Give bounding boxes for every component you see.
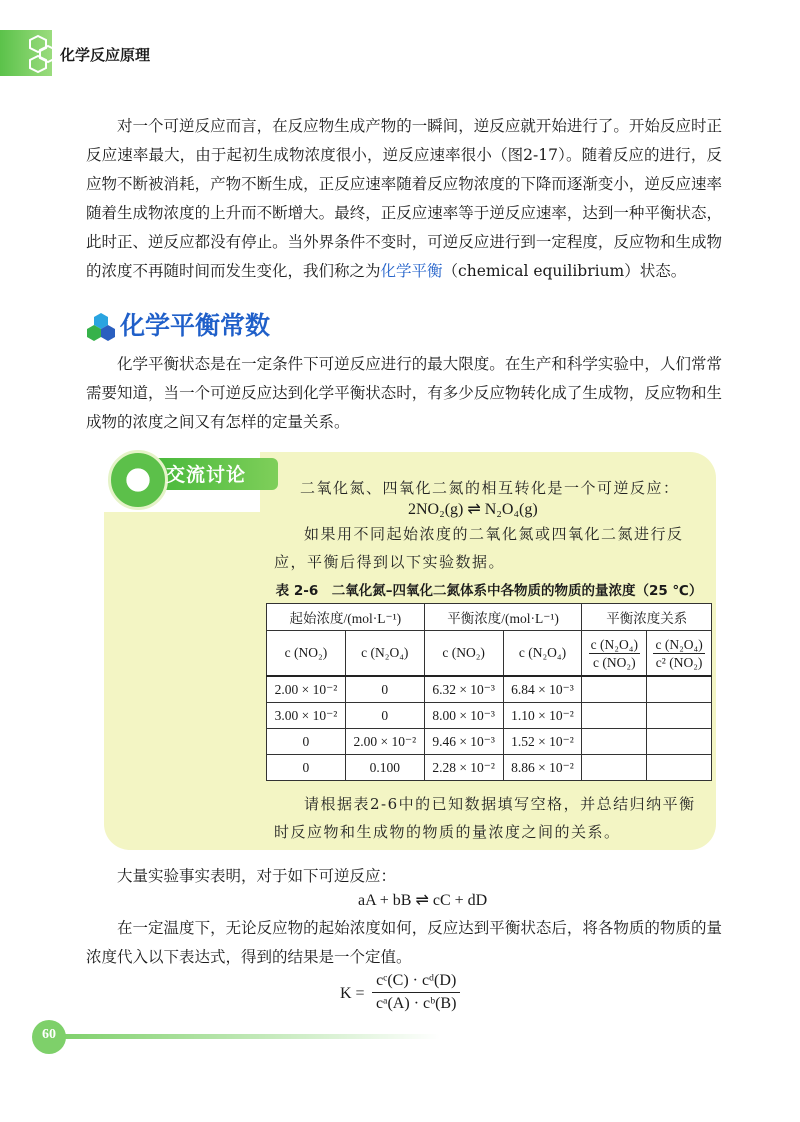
table-cell: 2.00 × 10⁻²	[345, 729, 424, 755]
table-group-header: 平衡浓度/(mol·L⁻¹)	[424, 604, 582, 631]
discussion-task: 请根据表2-6中的已知数据填写空格，并总结归纳平衡时反应物和生成物的物质的量浓度之间的关系。	[274, 795, 696, 841]
paragraph-text-end: （chemical equilibrium）状态。	[442, 262, 687, 280]
ratio-denominator: c² (NO₂)	[655, 654, 703, 670]
table-cell: 0	[267, 729, 346, 755]
table-sub-header: c (N₂O₄)	[503, 631, 582, 677]
ratio-denominator: c (NO₂)	[593, 654, 636, 670]
table-cell: 0	[267, 755, 346, 781]
term-chemical-equilibrium: 化学平衡	[380, 262, 443, 280]
equation-k-fraction	[372, 970, 460, 1015]
table-cell-blank	[647, 755, 712, 781]
table-row	[267, 755, 712, 781]
table-sub-header: c (NO₂)	[267, 631, 346, 677]
table-sub-header: c (NO₂)	[424, 631, 503, 677]
table-cell-blank	[582, 676, 647, 703]
discussion-text: 如果用不同起始浓度的二氧化氮或四氧化二氮进行反应，平衡后得到以下实验数据。	[274, 525, 684, 571]
footer-line	[60, 1034, 440, 1039]
data-table	[266, 603, 712, 781]
section-title: 化学平衡常数	[120, 311, 271, 340]
table-cell: 1.52 × 10⁻²	[503, 729, 582, 755]
ratio-numerator: c (N₂O₄)	[590, 636, 638, 652]
equation-no2-dimerization: 2NO₂(g) ⇌ N₂O₄(g)	[408, 501, 538, 518]
table-cell: 8.86 × 10⁻²	[503, 755, 582, 781]
table-cell: 8.00 × 10⁻³	[424, 703, 503, 729]
equation-k-lhs: K =	[340, 985, 365, 1002]
table-cell: 6.32 × 10⁻³	[424, 676, 503, 703]
table-row	[267, 729, 712, 755]
page-number: 60	[42, 1027, 56, 1042]
table-cell-blank	[582, 729, 647, 755]
table-cell: 2.00 × 10⁻²	[267, 676, 346, 703]
table-cell-blank	[647, 703, 712, 729]
k-denominator: cᵃ(A) · cᵇ(B)	[376, 995, 457, 1012]
table-group-header: 起始浓度/(mol·L⁻¹)	[267, 604, 425, 631]
paragraph-experiment-facts: 大量实验事实表明，对于如下可逆反应：	[117, 867, 397, 885]
discussion-intro: 二氧化氮、四氧化二氮的相互转化是一个可逆反应：	[300, 479, 680, 497]
table-cell: 1.10 × 10⁻²	[503, 703, 582, 729]
table-caption: 表 2-6 二氧化氮–四氧化二氮体系中各物质的物质的量浓度（25 ℃）	[275, 583, 703, 599]
table-row	[267, 676, 712, 703]
table-cell: 6.84 × 10⁻³	[503, 676, 582, 703]
table-sub-header: c (N₂O₄)	[345, 631, 424, 677]
section-cubes-icon	[86, 312, 116, 342]
table-cell-blank	[647, 676, 712, 703]
table-cell-blank	[647, 729, 712, 755]
discussion-label: 交流讨论	[166, 464, 247, 486]
k-numerator: cᶜ(C) · cᵈ(D)	[372, 970, 460, 993]
page-header	[0, 0, 800, 86]
table-cell-blank	[582, 703, 647, 729]
recycle-arrows-icon	[108, 450, 168, 510]
paragraph-equilibrium-intro	[86, 112, 722, 286]
table-ratio-header	[647, 631, 712, 677]
table-cell: 9.46 × 10⁻³	[424, 729, 503, 755]
table-cell-blank	[582, 755, 647, 781]
paragraph-constant-value: 在一定温度下，无论反应物的起始浓度如何，反应达到平衡状态后，将各物质的物质的量浓度代入以下表达式，得到的结果是一个定值。	[86, 919, 722, 966]
table-cell: 0.100	[345, 755, 424, 781]
paragraph-text: 对一个可逆反应而言，在反应物生成产物的一瞬间，逆反应就开始进行了。开始反应时正反应速率最大，由于起初生成物浓度很小，逆反应速率很小（图2-17）。随着反应的进行，反应物不断被消耗，产物不断生成，正反应速率随着反应物浓度的下降而逐渐变小，逆反应速率随着生成物浓度的上升而不断增大。最终，正反应速率等于逆反应速率，达到一种平衡状态，此时正、逆反应都没有停止。当外界条件不变时，可逆反应进行到一定程度，反应物和生成物的浓度不再随时间而发生变化，我们称之为	[86, 117, 722, 280]
table-row	[267, 703, 712, 729]
ratio-numerator: c (N₂O₄)	[655, 636, 703, 652]
table-cell: 3.00 × 10⁻²	[267, 703, 346, 729]
table-group-header: 平衡浓度关系	[582, 604, 712, 631]
header-title: 化学反应原理	[60, 46, 151, 64]
table-cell: 0	[345, 703, 424, 729]
hexagon-logo-icon	[24, 34, 64, 74]
table-cell: 2.28 × 10⁻²	[424, 755, 503, 781]
table-ratio-header	[582, 631, 647, 677]
equation-general-reaction: aA + bB ⇌ cC + dD	[358, 892, 488, 909]
table-cell: 0	[345, 676, 424, 703]
paragraph-equilibrium-limit: 化学平衡状态是在一定条件下可逆反应进行的最大限度。在生产和科学实验中，人们常常需要知道，当一个可逆反应达到化学平衡状态时，有多少反应物转化成了生成物，反应物和生成物的浓度之间又有怎样的定量关系。	[86, 355, 722, 431]
